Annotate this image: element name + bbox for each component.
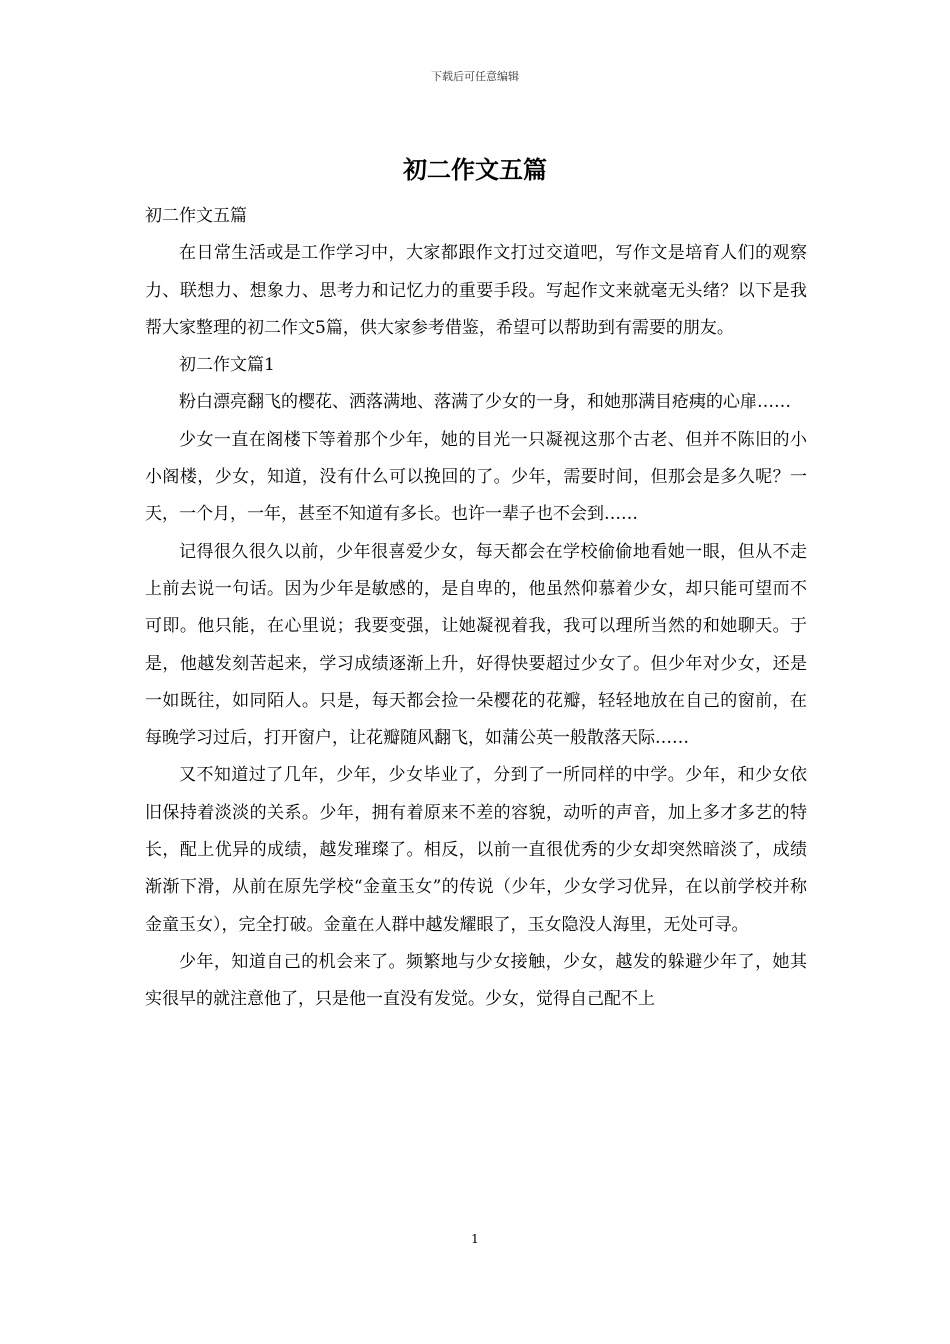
paragraph: 记得很久很久以前，少年很喜爱少女，每天都会在学校偷偷地看她一眼，但从不走上前去说一句话。因为少年是敏感的，是自卑的，他虽然仰慕着少女，却只能可望而不可即。他只能，在心里说；我要变强，让她凝视着我，我可以理所当然的和她聊天。于是，他越发刻苦起来，学习成绩逐渐上升，好得快要超过少女了。但少年对少女，还是一如既往，如同陌人。只是，每天都会捡一朵樱花的花瓣，轻轻地放在自己的窗前，在每晚学习过后，打开窗户，让花瓣随风翻飞，如蒲公英一般散落天际…… (145, 541, 807, 749)
page-number: 1 (471, 1232, 479, 1246)
document-body (145, 198, 807, 1019)
paragraph: 粉白漂亮翻飞的樱花、洒落满地、落满了少女的一身，和她那满目疮痍的心扉…… (179, 392, 791, 413)
section-heading: 初二作文篇1 (179, 355, 275, 376)
paragraph: 少女一直在阁楼下等着那个少年，她的目光一只凝视这那个古老、但并不陈旧的小小阁楼，少女，知道，没有什么可以挽回的了。少年，需要时间，但那会是多久呢？一天，一个月，一年，甚至不知道有多长。也许一辈子也不会到…… (145, 429, 807, 525)
paragraph: 又不知道过了几年，少年，少女毕业了，分到了一所同样的中学。少年，和少女依旧保持着淡淡的关系。少年，拥有着原来不差的容貌，动听的声音，加上多才多艺的特长，配上优异的成绩，越发璀璨了。相反，以前一直很优秀的少女却突然暗淡了，成绩渐渐下滑，从前在原先学校“金童玉女”的传说（少年，少女学习优异，在以前学校并称金童玉女），完全打破。金童在人群中越发耀眼了，玉女隐没人海里，无处可寻。 (145, 765, 807, 935)
paragraph-subtitle: 初二作文五篇 (145, 206, 247, 226)
document-title: 初二作文五篇 (403, 155, 547, 184)
page-header-note: 下载后可任意编辑 (431, 70, 519, 83)
paragraph-intro: 在日常生活或是工作学习中，大家都跟作文打过交道吧，写作文是培育人们的观察力、联想力、想象力、思考力和记忆力的重要手段。写起作文来就毫无头绪？以下是我帮大家整理的初二作文5篇，供大家参考借鉴，希望可以帮助到有需要的朋友。 (145, 243, 807, 338)
paragraph: 少年，知道自己的机会来了。频繁地与少女接触，少女，越发的躲避少年了，她其实很早的就注意他了，只是他一直没有发觉。少女，觉得自己配不上 (145, 951, 807, 1010)
